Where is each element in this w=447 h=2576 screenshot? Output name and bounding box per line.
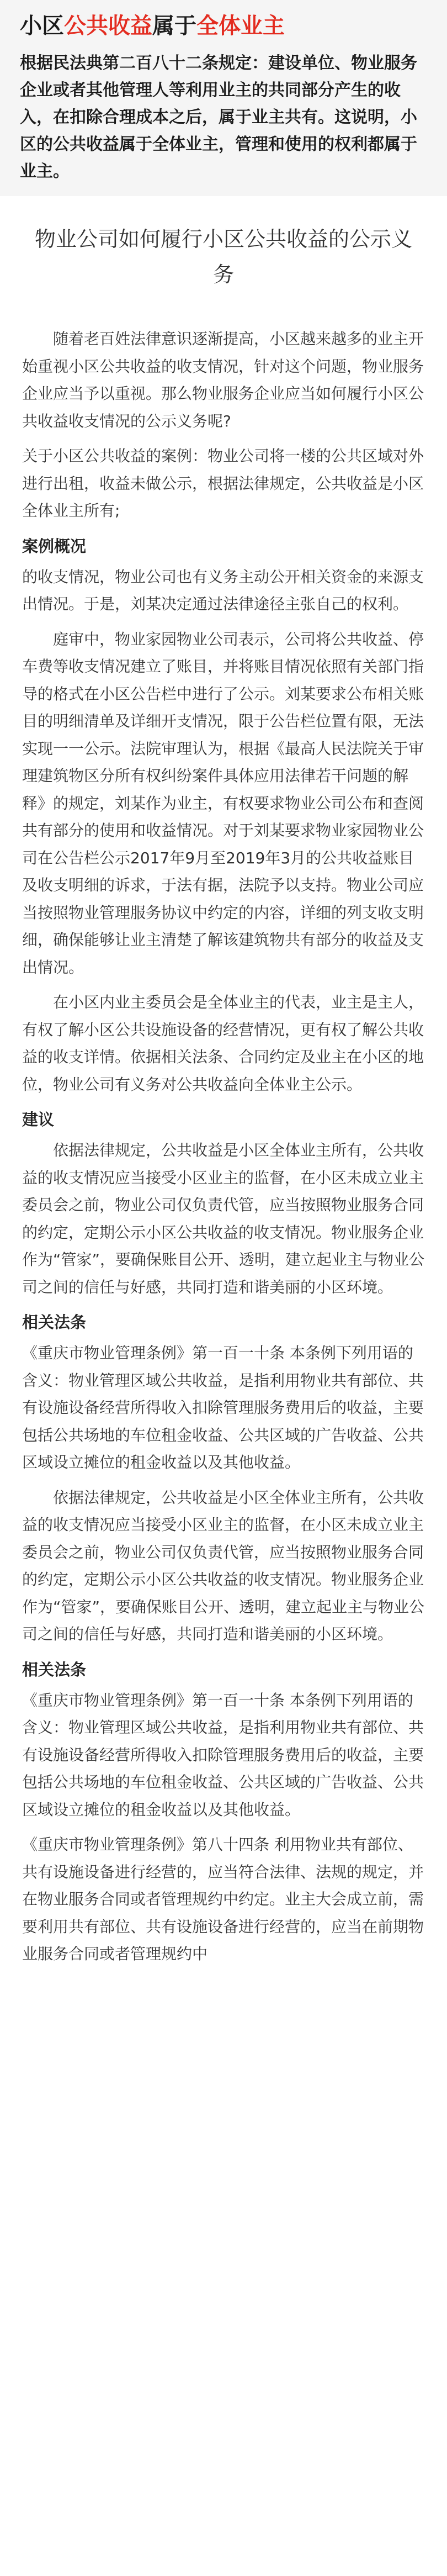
article-title: 物业公司如何履行小区公共收益的公示义务 — [34, 227, 412, 287]
banner-body: 根据民法典第二百八十二条规定：建设单位、物业服务企业或者其他管理人等利用业主的共同部分产生的收入，在扣除合理成本之后，属于业主共有。这说明，小区的公共收益属于全体业主，管理和使用的权利都属于业主。 — [20, 54, 417, 181]
article — [0, 196, 447, 1968]
banner-title-middle: 属于 — [152, 13, 196, 39]
paragraph-owners-committee: 在小区内业主委员会是全体业主的代表，业主是主人，有权了解小区公共设施设备的经营情况，更有权了解公共收益的收支详情。依据相关法条、合同约定及业主在小区的地位，物业公司有义务对公共收益向全体业主公示。 — [22, 993, 424, 1094]
banner-title-highlight-income: 公共收益 — [64, 13, 152, 39]
heading-related-law: 相关法条 — [22, 1313, 87, 1332]
paragraph-intro: 随着老百姓法律意识逐渐提高，小区越来越多的业主开始重视小区公共收益的收支情况，针对这个问题，物业服务企业应当予以重视。那么物业服务企业应当如何履行小区公共收益收支情况的公示义务呢? — [22, 330, 424, 430]
paragraph-law-article-110-repeat: 《重庆市物业管理条例》第一百一十条 本条例下列用语的含义：物业管理区域公共收益，是指利用物业共有部位、共有设施设备经营所得收入扣除管理服务费用后的收益，主要包括公共场地的车位租金收益、公共区域的广告收益、公共区域设立摊位的租金收益以及其他收益。 — [22, 1691, 424, 1819]
paragraph-suggestion: 依据法律规定，公共收益是小区全体业主所有，公共收益的收支情况应当接受小区业主的监督，在小区未成立业主委员会之前，物业公司仅负责代管，应当按照物业服务合同的约定，定期公示小区公共收益的收支情况。物业服务企业作为“管家”，要确保账目公开、透明，建立起业主与物业公司之间的信任与好感，共同打造和谐美丽的小区环境。 — [22, 1141, 425, 1296]
heading-suggestion: 建议 — [22, 1110, 55, 1129]
paragraph-law-article-84: 《重庆市物业管理条例》第八十四条 利用物业共有部位、共有设施设备进行经营的，应当符合法律、法规的规定，并在物业服务合同或者管理规约中约定。业主大会成立前，需要利用共有部位、共有设施设备进行经营的，应当在前期物业服务合同或者管理规约中 — [22, 1835, 424, 1963]
heading-related-law-repeat: 相关法条 — [22, 1660, 87, 1679]
paragraph-case-intro: 关于小区公共收益的案例：物业公司将一楼的公共区域对外进行出租，收益未做公示，根据法律规定，公共收益是小区全体业主所有; — [22, 447, 424, 520]
summary-banner — [0, 0, 447, 196]
banner-title-prefix: 小区 — [20, 13, 64, 39]
banner-title — [20, 12, 427, 40]
paragraph-case-overview: 的收支情况，物业公司也有义务主动公开相关资金的来源支出情况。于是，刘某决定通过法律途径主张自己的权利。 — [22, 567, 424, 613]
paragraph-law-article-110: 《重庆市物业管理条例》第一百一十条 本条例下列用语的含义：物业管理区域公共收益，是指利用物业共有部位、共有设施设备经营所得收入扣除管理服务费用后的收益，主要包括公共场地的车位租金收益、公共区域的广告收益、公共区域设立摊位的租金收益以及其他收益。 — [22, 1344, 424, 1471]
banner-title-highlight-owners: 全体业主 — [196, 13, 285, 39]
paragraph-trial: 庭审中，物业家园物业公司表示，公司将公共收益、停车费等收支情况建立了账目，并将账目情况依照有关部门指导的格式在小区公告栏中进行了公示。刘某要求公布相关账目的明细清单及详细开支情况，限于公告栏位置有限，无法实现一一公示。法院审理认为，根据《最高人民法院关于审理建筑物区分所有权纠纷案件具体应用法律若干问题的解释》的规定，刘某作为业主，有权要求物业公司公布和查阅共有部分的使用和收益情况。对于刘某要求物业家园物业公司在公告栏公示2017年9月至2019年3月的公共收益账目及收支明细的诉求，于法有据，法院予以支持。物业公司应当按照物业管理服务协议中约定的内容，详细的列支收支明细，确保能够让业主清楚了解该建筑物共有部分的收益及支出情况。 — [22, 630, 424, 976]
paragraph-suggestion-repeat: 依据法律规定，公共收益是小区全体业主所有，公共收益的收支情况应当接受小区业主的监督，在小区未成立业主委员会之前，物业公司仅负责代管，应当按照物业服务合同的约定，定期公示小区公共收益的收支情况。物业服务企业作为“管家”，要确保账目公开、透明，建立起业主与物业公司之间的信任与好感，共同打造和谐美丽的小区环境。 — [22, 1488, 425, 1643]
heading-case-overview: 案例概况 — [22, 536, 87, 556]
